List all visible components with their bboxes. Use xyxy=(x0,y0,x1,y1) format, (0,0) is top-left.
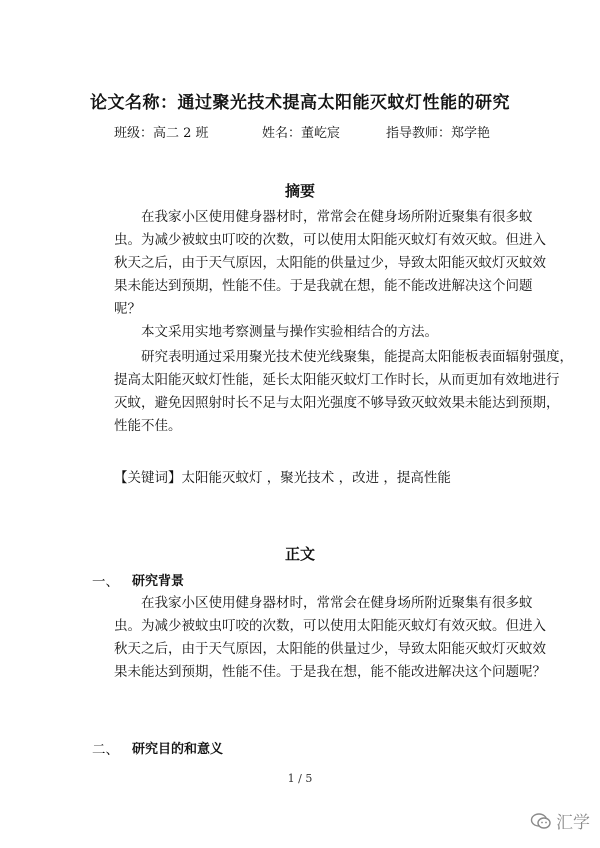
abstract-paragraph-2 xyxy=(114,321,514,344)
text-line: 秋天之后，由于天气原因，太阳能的供量过少，导致太阳能灭蚊灯灭蚊效 xyxy=(114,255,546,271)
paper-title: 论文名称：通过聚光技术提高太阳能灭蚊灯性能的研究 xyxy=(90,93,510,113)
text-line: 本文采用实地考察测量与操作实验相结合的方法。 xyxy=(141,324,438,340)
text-line: 果未能达到预期，性能不佳。于是我在想，能不能改进解决这个问题呢？ xyxy=(114,664,546,680)
wechat-icon xyxy=(530,812,552,830)
abstract-paragraph-1 xyxy=(114,206,546,321)
text-line: 秋天之后，由于天气原因，太阳能的供量过少，导致太阳能灭蚊灯灭蚊效 xyxy=(114,641,546,657)
section-1-paragraph xyxy=(114,592,546,684)
keywords: 【关键词】太阳能灭蚊灯 ，聚光技术 ，改进 ，提高性能 xyxy=(114,470,451,486)
abstract-heading: 摘要 xyxy=(284,182,315,200)
section-number: 二、 xyxy=(92,742,119,758)
section-title: 研究背景 xyxy=(132,574,185,589)
text-line: 灭蚊，避免因照射时长不足与太阳光强度不够导致灭蚊效果未能达到预期， xyxy=(114,395,560,411)
watermark-text: 汇学 xyxy=(556,813,590,833)
text-line: 提高太阳能灭蚊灯性能，延长太阳能灭蚊灯工作时长，从而更加有效地进行 xyxy=(114,372,560,388)
text-line: 性能不佳。 xyxy=(114,418,182,434)
section-title: 研究目的和意义 xyxy=(132,742,224,757)
text-line: 在我家小区使用健身器材时，常常会在健身场所附近聚集有很多蚊 xyxy=(141,209,533,225)
text-line: 在我家小区使用健身器材时，常常会在健身场所附近聚集有很多蚊 xyxy=(141,595,533,611)
text-line: 果未能达到预期，性能不佳。于是我就在想，能不能改进解决这个问题 xyxy=(114,278,533,294)
text-line: 虫。为减少被蚊虫叮咬的次数，可以使用太阳能灭蚊灯有效灭蚊。但进入 xyxy=(114,618,546,634)
class-info: 班级：高二 2 班 xyxy=(114,126,209,141)
author-name: 姓名：董屹宸 xyxy=(262,126,341,141)
text-line: 呢？ xyxy=(114,301,141,317)
text-line: 虫。为减少被蚊虫叮咬的次数，可以使用太阳能灭蚊灯有效灭蚊。但进入 xyxy=(114,232,546,248)
abstract-paragraph-3 xyxy=(114,346,573,438)
page-number: 1 / 5 xyxy=(287,772,313,785)
watermark xyxy=(530,808,590,833)
text-line: 研究表明通过采用聚光技术使光线聚集，能提高太阳能板表面辐射强度， xyxy=(141,349,573,365)
advisor-name: 指导教师：郑学艳 xyxy=(386,126,491,141)
section-number: 一、 xyxy=(92,574,119,590)
body-heading: 正文 xyxy=(284,545,315,563)
